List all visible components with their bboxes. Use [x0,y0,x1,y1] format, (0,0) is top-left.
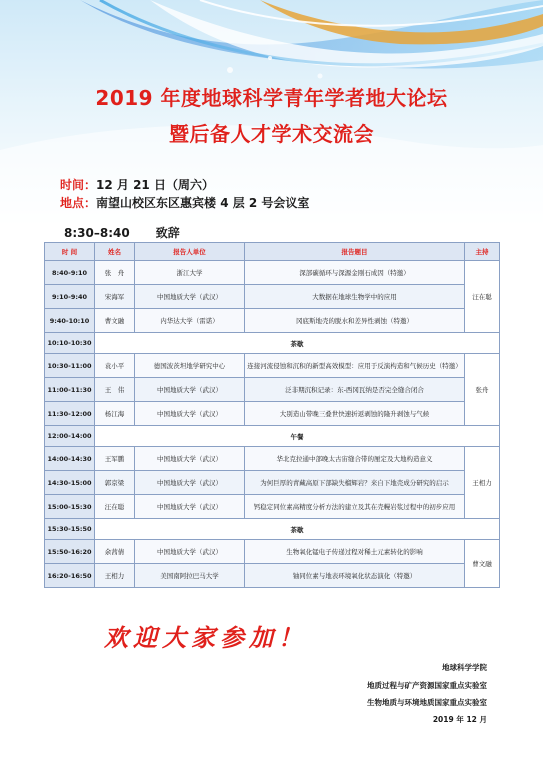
row-time: 14:30-15:00 [45,471,95,495]
row-time: 15:00-15:30 [45,495,95,519]
organizer-lab-1: 地质过程与矿产资源国家重点实验室 [367,681,487,690]
header-unit: 报告人单位 [135,243,245,261]
header-name: 姓名 [95,243,135,261]
row-time: 14:00-14:30 [45,447,95,471]
break-time: 15:30-15:50 [45,519,95,540]
table-row [45,471,500,495]
row-unit: 中国地质大学（武汉） [135,285,245,309]
row-topic: 铀同位素与地表环境氧化状态演化（特邀） [245,564,465,588]
opening-session [64,224,180,241]
row-topic: 泛非期沉积记录：东-西冈瓦纳是否完全缝合闭合 [245,378,465,402]
session-host: 汪在聪 [465,261,500,333]
table-header-row [45,243,500,261]
row-unit: 中国地质大学（武汉） [135,447,245,471]
session-host: 张舟 [465,354,500,426]
issue-date: 2019 年 12 月 [432,715,487,724]
row-name: 张 舟 [95,261,135,285]
row-topic: 大别造山带晚三叠世快速折返剥蚀的隆升剥蚀与气候 [245,402,465,426]
table-row [45,564,500,588]
table-row [45,354,500,378]
row-time: 16:20-16:50 [45,564,95,588]
table-row [45,261,500,285]
organizer-school: 地球科学学院 [442,663,487,672]
welcome-message: 欢迎大家参加！ [104,623,307,652]
break-row [45,426,500,447]
row-topic: 深部碳循环与深源金刚石成因（特邀） [245,261,465,285]
page-subtitle: 暨后备人才学术交流会 [169,122,374,146]
row-name: 王相力 [95,564,135,588]
table-row [45,540,500,564]
table-row [45,285,500,309]
row-topic: 生物氧化锰电子传递过程对稀土元素转化的影响 [245,540,465,564]
row-name: 郭京梁 [95,471,135,495]
schedule-table [44,242,500,588]
row-unit: 中国地质大学（武汉） [135,495,245,519]
row-name: 宋海军 [95,285,135,309]
session-host: 王相力 [465,447,500,519]
row-topic: 钙稳定同位素高精度分析方法的建立及其在壳幔岩浆过程中的初步应用 [245,495,465,519]
break-label: 茶歇 [95,519,500,540]
event-time [60,176,214,193]
row-unit: 中国地质大学（武汉） [135,402,245,426]
opening-label: 致辞 [155,226,180,240]
row-time: 10:30-11:00 [45,354,95,378]
session-host: 曹文融 [465,540,500,588]
table-row [45,447,500,471]
table-row [45,495,500,519]
row-name: 汪在聪 [95,495,135,519]
row-unit: 中国地质大学（武汉） [135,540,245,564]
row-unit: 德国波茨坦地学研究中心 [135,354,245,378]
row-name: 袁小平 [95,354,135,378]
row-unit: 中国地质大学（武汉） [135,471,245,495]
row-time: 8:40-9:10 [45,261,95,285]
event-place [60,194,309,211]
row-name: 王军鹏 [95,447,135,471]
page-title: 2019 年度地球科学青年学者地大论坛 [95,86,448,110]
place-label: 地点： [60,196,97,210]
row-name: 曹文融 [95,309,135,333]
opening-time: 8:30–8:40 [64,226,130,240]
row-topic: 连接河流侵蚀和沉积的新型高效模型：应用于反演构造和气候历史（特邀） [245,354,465,378]
row-time: 9:40-10:10 [45,309,95,333]
row-unit: 中国地质大学（武汉） [135,378,245,402]
break-time: 10:10-10:30 [45,333,95,354]
row-time: 11:30-12:00 [45,402,95,426]
break-time: 12:00-14:00 [45,426,95,447]
row-time: 9:10-9:40 [45,285,95,309]
header-host: 主持 [465,243,500,261]
table-row [45,402,500,426]
table-row [45,378,500,402]
break-row [45,333,500,354]
time-label: 时间： [60,178,97,192]
place-value: 南望山校区东区惠宾楼 4 层 2 号会议室 [96,196,310,210]
row-topic: 冈底斯地壳的脱水和差异性剥蚀（特邀） [245,309,465,333]
row-name: 杨江海 [95,402,135,426]
row-unit: 内华达大学（雷诺） [135,309,245,333]
break-row [45,519,500,540]
header-topic: 报告题目 [245,243,465,261]
header-time: 时 间 [45,243,95,261]
row-unit: 浙江大学 [135,261,245,285]
organizer-lab-2: 生物地质与环境地质国家重点实验室 [367,698,487,707]
time-value: 12 月 21 日（周六） [96,178,214,192]
row-topic: 华北克拉通中部晚太古宙缝合带的厘定及大地构造意义 [245,447,465,471]
row-time: 15:50-16:20 [45,540,95,564]
row-name: 余茜倩 [95,540,135,564]
row-topic: 大数据在地球生物学中的应用 [245,285,465,309]
table-row [45,309,500,333]
row-unit: 美国南阿拉巴马大学 [135,564,245,588]
row-time: 11:00-11:30 [45,378,95,402]
row-topic: 为何巨厚的青藏高原下部缺失榴辉岩？来自下地壳成分研究的启示 [245,471,465,495]
row-name: 王 伟 [95,378,135,402]
break-label: 茶歇 [95,333,500,354]
break-label: 午餐 [95,426,500,447]
